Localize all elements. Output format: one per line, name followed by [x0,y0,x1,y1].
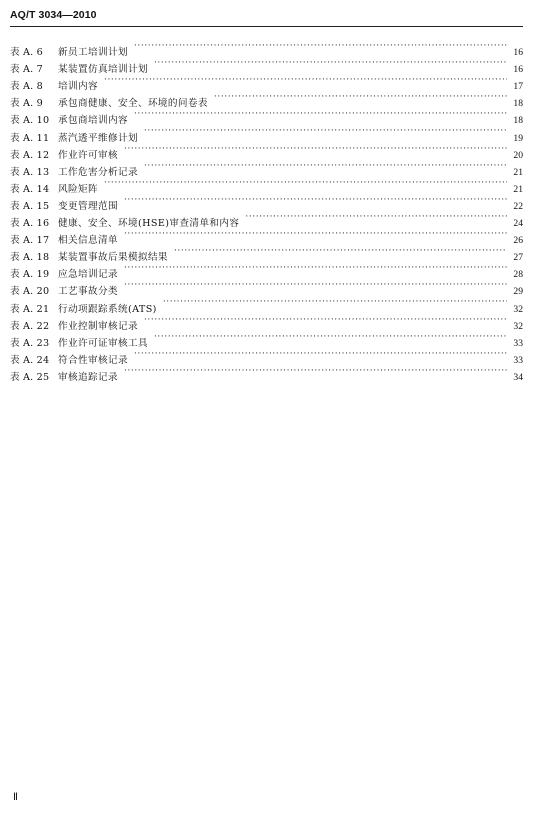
toc-entry-title: 符合性审核记录 [58,354,128,366]
toc-entry-page: 29 [513,286,523,298]
toc-entry-number: 表 A. 14 [10,183,50,195]
toc-entry-number: 表 A. 25 [10,371,50,383]
toc-dot-leader [243,209,507,226]
toc-dot-leader [142,123,507,140]
toc-entry-title: 培训内容 [58,81,98,93]
toc-dot-leader [122,192,507,209]
toc-entry-title: 作业控制审核记录 [58,320,138,332]
toc-entry-page: 16 [513,47,523,59]
toc-dot-leader [132,346,507,363]
toc-entry-page: 24 [513,218,523,230]
toc-entry-number: 表 A. 23 [10,337,50,349]
toc-entry-number: 表 A. 15 [10,200,50,212]
toc-entry-page: 33 [513,337,523,349]
toc-entry-page: 20 [513,149,523,161]
header-rule [10,26,523,27]
toc-entry-number: 表 A. 20 [10,286,50,298]
toc-entry-number: 表 A. 6 [10,47,43,59]
toc-entry-number: 表 A. 24 [10,354,50,366]
toc-entry-title: 行动项跟踪系统(ATS) [58,303,157,315]
toc-entry-title: 审核追踪记录 [58,371,118,383]
toc-entry-page: 22 [513,200,523,212]
toc-entry-title: 变更管理范围 [58,200,118,212]
standard-code: AQ/T 3034—2010 [10,9,97,21]
table-of-contents [10,38,523,383]
toc-dot-leader [212,89,507,106]
page-number: Ⅱ [13,792,18,803]
toc-entry-title: 某装置仿真培训计划 [58,64,148,76]
toc-entry-number: 表 A. 16 [10,218,50,230]
toc-entry-page: 33 [513,354,523,366]
toc-entry-number: 表 A. 11 [10,132,50,144]
toc-dot-leader [102,72,507,89]
toc-entry-title: 新员工培训计划 [58,47,128,59]
toc-entry-page: 21 [513,166,523,178]
toc-entry-title: 承包商健康、安全、环境的问卷表 [58,98,208,110]
toc-dot-leader [102,175,507,192]
toc-entry-number: 表 A. 10 [10,115,50,127]
toc-dot-leader [142,158,507,175]
toc-entry-page: 34 [513,371,523,383]
toc-entry-title: 作业许可审核 [58,149,118,161]
toc-dot-leader [122,277,507,294]
toc-entry-title: 承包商培训内容 [58,115,128,127]
toc-entry-title: 作业许可证审核工具 [58,337,148,349]
toc-dot-leader [152,55,507,72]
toc-entry-number: 表 A. 7 [10,64,43,76]
toc-dot-leader [122,226,507,243]
toc-dot-leader [122,363,507,380]
toc-entry-number: 表 A. 13 [10,166,50,178]
toc-entry-title: 某装置事故后果模拟结果 [58,252,168,264]
toc-dot-leader [122,141,507,158]
toc-dot-leader [161,294,507,311]
toc-entry-title: 工艺事故分类 [58,286,118,298]
toc-entry-page: 17 [513,81,523,93]
toc-entry-page: 18 [513,115,523,127]
toc-dot-leader [132,106,507,123]
toc-entry-page: 19 [513,132,523,144]
toc-entry-page: 26 [513,235,523,247]
toc-entry-page: 18 [513,98,523,110]
toc-entry-page: 27 [513,252,523,264]
toc-dot-leader [132,38,507,55]
toc-entry-page: 16 [513,64,523,76]
toc-entry-title: 应急培训记录 [58,269,118,281]
toc-entry-number: 表 A. 9 [10,98,43,110]
toc-entry-title: 健康、安全、环境(HSE)审查清单和内容 [58,218,240,230]
toc-entry-page: 32 [513,320,523,332]
toc-entry-number: 表 A. 21 [10,303,50,315]
toc-entry-number: 表 A. 18 [10,252,50,264]
toc-entry-page: 28 [513,269,523,281]
toc-dot-leader [172,243,507,260]
toc-entry-number: 表 A. 22 [10,320,50,332]
toc-entry-page: 32 [513,303,523,315]
toc-entry-number: 表 A. 8 [10,81,43,93]
toc-dot-leader [122,260,507,277]
toc-entry[interactable] [10,38,523,59]
toc-entry-page: 21 [513,183,523,195]
toc-entry-number: 表 A. 17 [10,235,50,247]
toc-entry-number: 表 A. 19 [10,269,50,281]
toc-entry-title: 相关信息清单 [58,235,118,247]
toc-entry-title: 蒸汽透平维修计划 [58,132,138,144]
toc-dot-leader [152,329,507,346]
toc-entry-number: 表 A. 12 [10,149,50,161]
toc-dot-leader [142,312,507,329]
toc-entry-title: 工作危害分析记录 [58,166,138,178]
toc-entry-title: 风险矩阵 [58,183,98,195]
